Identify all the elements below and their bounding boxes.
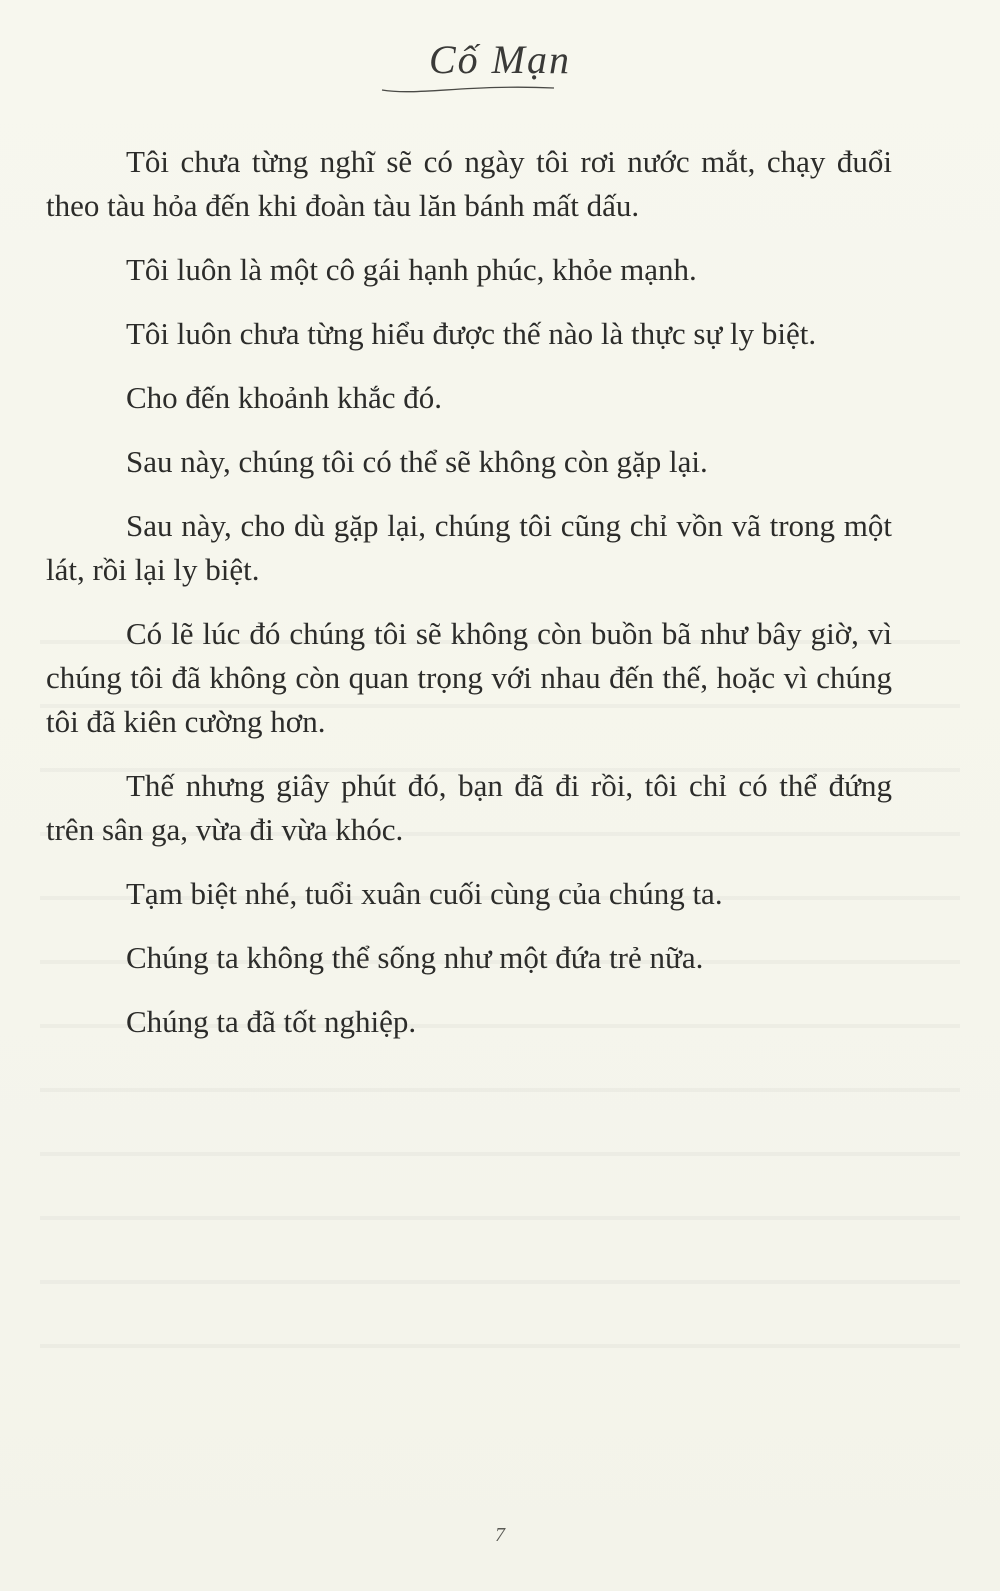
paragraph-4: Cho đến khoảnh khắc đó. [126, 380, 442, 415]
paragraph-6: Sau này, cho dù gặp lại, chúng tôi cũng chỉ vồn vã trong một lát, rồi lại ly biệt. [46, 508, 892, 587]
paragraph-5: Sau này, chúng tôi có thể sẽ không còn gặp lại. [126, 444, 708, 479]
paragraph-7: Có lẽ lúc đó chúng tôi sẽ không còn buồn bã như bây giờ, vì chúng tôi đã không còn quan trọng với nhau đến thế, hoặc vì chúng tôi đã kiên cường hơn. [46, 616, 892, 739]
paragraph-1: Tôi chưa từng nghĩ sẽ có ngày tôi rơi nước mắt, chạy đuổi theo tàu hỏa đến khi đoàn tàu lăn bánh mất dấu. [46, 144, 892, 223]
paragraph-9: Tạm biệt nhé, tuổi xuân cuối cùng của chúng ta. [126, 876, 723, 911]
page-number: 7 [495, 1524, 505, 1546]
flourish-ornament-icon [378, 82, 558, 96]
paragraph-8: Thế nhưng giây phút đó, bạn đã đi rồi, tôi chỉ có thể đứng trên sân ga, vừa đi vừa khóc. [46, 768, 892, 847]
paragraph-3: Tôi luôn chưa từng hiểu được thế nào là thực sự ly biệt. [126, 316, 817, 351]
paragraph-11: Chúng ta đã tốt nghiệp. [126, 1004, 417, 1039]
paragraph-2: Tôi luôn là một cô gái hạnh phúc, khỏe mạnh. [126, 252, 697, 287]
running-head-author: Cố Mạn [429, 37, 571, 82]
paragraph-10: Chúng ta không thể sống như một đứa trẻ nữa. [126, 940, 704, 975]
body-text [46, 140, 892, 1064]
